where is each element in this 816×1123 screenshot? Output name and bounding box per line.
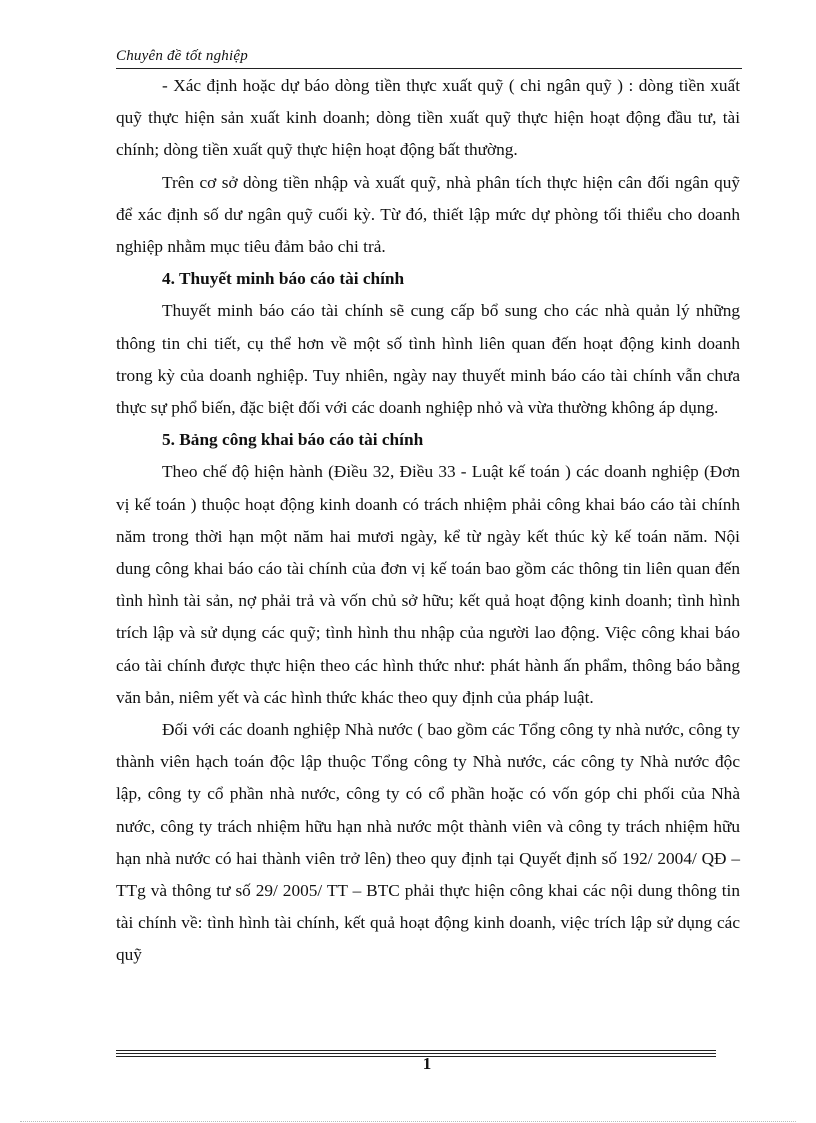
paragraph-notes: Thuyết minh báo cáo tài chính sẽ cung cấp bổ sung cho các nhà quản lý những thông tin chi tiết, cụ thể hơn về một số tình hình liên quan đến hoạt động kinh doanh trong kỳ của doanh nghiệp. Tuy nhiên, ngày nay thuyết minh báo cáo tài chính vẫn chưa thực sự phổ biến, đặc biệt đối với các doanh nghiệp nhỏ và vừa thường không áp dụng.	[116, 301, 740, 418]
paragraph-cash-outflow: - Xác định hoặc dự báo dòng tiền thực xuất quỹ ( chi ngân quỹ ) : dòng tiền xuất quỹ thực hiện sản xuất kinh doanh; dòng tiền xuất quỹ thực hiện hoạt động đầu tư, tài chính; dòng tiền xuất quỹ thực hiện hoạt động bất thường.	[116, 76, 740, 160]
paragraph-state-enterprises: Đối với các doanh nghiệp Nhà nước ( bao gồm các Tổng công ty nhà nước, công ty thành viên hạch toán độc lập thuộc Tổng công ty Nhà nước, các công ty Nhà nước độc lập, công ty cổ phần nhà nước, công ty có cổ phần hoặc có vốn góp chi phối của Nhà nước, công ty trách nhiệm hữu hạn nhà nước một thành viên và công ty trách nhiệm hữu hạn nhà nước có hai thành viên trở lên) theo quy định tại Quyết định số 192/ 2004/ QĐ – TTg và thông tư số 29/ 2005/ TT – BTC phải thực hiện công khai các nội dung thông tin tài chính về: tình hình tài chính, kết quả hoạt động kinh doanh, việc trích lập sử dụng các quỹ	[116, 720, 740, 965]
paragraph-cash-balance: Trên cơ sở dòng tiền nhập và xuất quỹ, nhà phân tích thực hiện cân đối ngân quỹ để xác định số dư ngân quỹ cuối kỳ. Từ đó, thiết lập mức dự phòng tối thiểu cho doanh nghiệp nhằm mục tiêu đảm bảo chi trả.	[116, 172, 740, 257]
header-rule	[116, 68, 742, 69]
paragraph-disclosure-regime: Theo chế độ hiện hành (Điều 32, Điều 33 - Luật kế toán ) các doanh nghiệp (Đơn vị kế toán ) thuộc hoạt động kinh doanh có trách nhiệm phải công khai báo cáo tài chính năm trong thời hạn một năm hai mươi ngày, kể từ ngày kết thúc kỳ kế toán năm. Nội dung công khai báo cáo tài chính của đơn vị kế toán bao gồm các thông tin liên quan đến tình hình tài sản, nợ phải trả và vốn chủ sở hữu; kết quả hoạt động kinh doanh; tình hình trích lập và sử dụng các quỹ; tình hình thu nhập của người lao động. Việc công khai báo cáo tài chính được thực hiện theo các hình thức như: phát hành ấn phẩm, thông báo bằng văn bản, niêm yết và các hình thức khác theo quy định của pháp luật.	[116, 462, 740, 707]
heading-section-5: 5. Bảng công khai báo cáo tài chính	[162, 430, 424, 450]
page-number: 1	[422, 1054, 432, 1073]
running-header: Chuyên đề tốt nghiệp	[116, 48, 248, 64]
page-edge-divider	[20, 1121, 796, 1122]
heading-section-4: 4. Thuyết minh báo cáo tài chính	[162, 269, 405, 289]
page-body	[116, 70, 740, 972]
footer-rule	[116, 1050, 716, 1051]
